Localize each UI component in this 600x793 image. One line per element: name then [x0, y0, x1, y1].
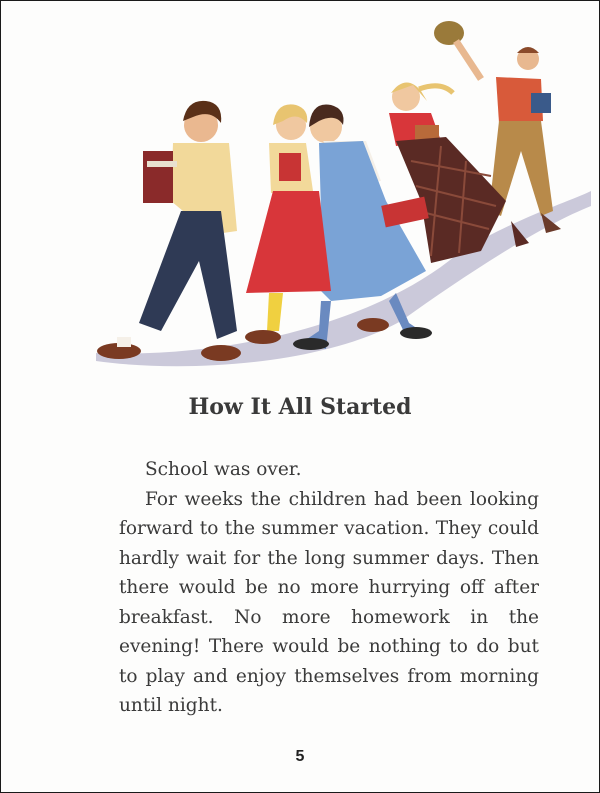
children-illustration [1, 1, 600, 381]
story-title: How It All Started [188, 394, 412, 420]
story-body [119, 455, 539, 721]
paragraph-1: School was over. [145, 459, 302, 480]
boy-left-figure [97, 101, 241, 361]
paragraph-2: For weeks the children had been looking forward to the summer vacation. They could hardly wait for the long summer days. Then there would be no more hurrying off after breakfast. No more homework in the evening! There would be nothing to do but to play and enjoy themselves from morning until night. [119, 488, 539, 716]
page-number: 5 [295, 748, 305, 765]
